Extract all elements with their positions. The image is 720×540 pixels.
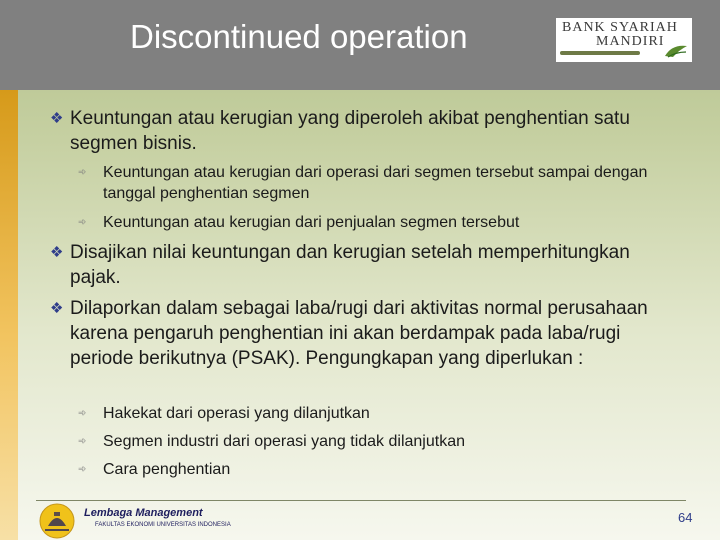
footer-org-name: Lembaga Management xyxy=(84,507,203,519)
logo-tagline-bar xyxy=(560,51,640,55)
sub-bullet-text: Cara penghentian xyxy=(103,461,231,478)
arrow-bullet-icon: ➾ xyxy=(78,408,87,419)
bullet-text: Disajikan nilai keuntungan dan kerugian setelah memperhitungkan pajak. xyxy=(70,242,630,288)
page-number: 64 xyxy=(678,510,693,525)
diamond-bullet-icon: ❖ xyxy=(50,110,64,127)
bullet-text: Dilaporkan dalam sebagai laba/rugi dari aktivitas normal perusahaan karena pengaruh penghentian ini akan berdampak pada laba/rugi periode berikutnya (PSAK). Pengungkapan yang diperlukan : xyxy=(70,298,648,369)
diamond-bullet-icon: ❖ xyxy=(50,300,64,317)
slide-header xyxy=(0,0,720,90)
slide-title: Discontinued operation xyxy=(130,18,468,55)
bullet-item xyxy=(50,106,680,156)
sub-bullet-text: Keuntungan atau kerugian dari operasi dari segmen tersebut sampai dengan tanggal penghentian segmen xyxy=(103,164,648,202)
arrow-bullet-icon: ➾ xyxy=(78,167,87,178)
sub-bullet-text: Hakekat dari operasi yang dilanjutkan xyxy=(103,405,370,422)
footer-divider xyxy=(36,500,686,501)
bullet-item xyxy=(50,240,680,290)
arrow-bullet-icon: ➾ xyxy=(78,217,87,228)
bullet-item xyxy=(50,296,680,371)
sub-bullet-item xyxy=(78,162,678,204)
sub-bullet-item xyxy=(78,212,678,233)
university-emblem-icon xyxy=(34,502,80,540)
bullet-text: Keuntungan atau kerugian yang diperoleh akibat penghentian satu segmen bisnis. xyxy=(70,108,630,154)
arrow-bullet-icon: ➾ xyxy=(78,464,87,475)
sub-bullet-text: Keuntungan atau kerugian dari penjualan segmen tersebut xyxy=(103,214,520,231)
logo-line-2: MANDIRI xyxy=(596,34,665,49)
accent-stripe xyxy=(0,90,18,540)
sub-bullet-item xyxy=(78,459,678,480)
sub-bullet-item xyxy=(78,403,678,424)
bank-logo xyxy=(556,18,692,62)
leaf-icon xyxy=(664,44,688,58)
footer-org-subtitle: FAKULTAS EKONOMI UNIVERSITAS INDONESIA xyxy=(95,522,231,528)
diamond-bullet-icon: ❖ xyxy=(50,244,64,261)
arrow-bullet-icon: ➾ xyxy=(78,436,87,447)
sub-bullet-item xyxy=(78,431,678,452)
logo-line-1: BANK SYARIAH xyxy=(562,20,678,35)
sub-bullet-text: Segmen industri dari operasi yang tidak dilanjutkan xyxy=(103,433,465,450)
